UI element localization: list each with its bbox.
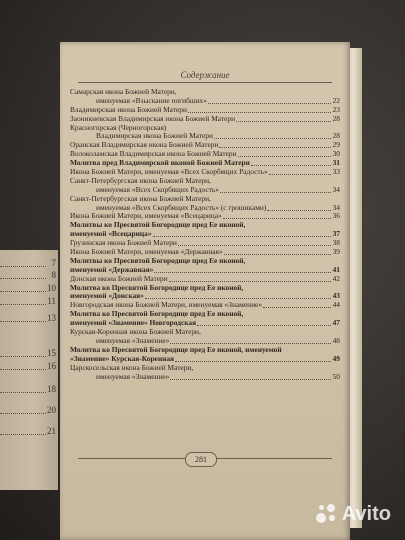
toc-entry-page: 30: [332, 149, 340, 159]
toc-entry-page: 22: [332, 95, 340, 105]
toc-leader-dots: [263, 307, 331, 308]
page-footer: [60, 452, 350, 466]
toc-leader-dots: [224, 254, 331, 255]
page-header: Содержание: [180, 70, 230, 80]
toc-leader-dots: [0, 413, 46, 414]
toc-entry-title: Волоколамская Владимирская икона Божией Матери: [70, 149, 237, 159]
page-edge: [348, 48, 362, 528]
toc-entry-title: именуемая «Знамение»: [96, 371, 170, 381]
toc-leader-dots: [214, 138, 331, 139]
left-page-entry: [0, 405, 58, 418]
toc-entry-title: Молитвы ко Пресвятой Богородице пред Ее иконой,: [70, 255, 246, 265]
left-page-number: 7: [51, 258, 56, 268]
toc-entry-title: Оранская Владимирская икона Божией Матери: [70, 140, 219, 150]
toc-leader-dots: [0, 434, 46, 435]
toc-entry-page: 36: [332, 211, 340, 221]
toc-leader-dots: [145, 298, 331, 299]
toc-leader-dots: [0, 321, 46, 322]
toc-entry-page: 34: [332, 184, 340, 194]
toc-leader-dots: [154, 272, 331, 273]
toc-entry: [70, 373, 340, 382]
toc-entry-title: Молитва ко Пресвятой Богородице пред Ее иконой,: [70, 282, 244, 292]
toc-entry-page: 33: [332, 167, 340, 177]
table-of-contents: [70, 88, 340, 381]
left-page-entry: [0, 426, 58, 439]
left-page-entry: [0, 361, 58, 374]
left-page-entry: [0, 296, 58, 309]
toc-leader-dots: [251, 165, 331, 166]
right-page: [60, 42, 350, 540]
toc-leader-dots: [170, 343, 331, 344]
toc-entry-page: 47: [332, 318, 340, 328]
avito-logo-text: Avito: [341, 503, 391, 525]
toc-entry-page: 43: [332, 291, 340, 301]
toc-entry-title: Царскосельская икона Божией Матери,: [70, 362, 194, 372]
toc-leader-dots: [197, 325, 331, 326]
toc-leader-dots: [267, 210, 331, 211]
toc-entry-title: Курская-Коренная икона Божией Матери,: [70, 327, 201, 337]
toc-leader-dots: [0, 304, 46, 305]
toc-leader-dots: [223, 218, 331, 219]
left-page-number: 18: [47, 384, 56, 394]
toc-entry-title: Санкт-Петербургская икона Божией Матери,: [70, 175, 211, 185]
toc-leader-dots: [238, 156, 331, 157]
left-page-number: 13: [47, 313, 56, 323]
toc-entry-title: Самарская икона Божией Матери,: [70, 87, 177, 96]
toc-entry-title: именуемой «Донская»: [70, 291, 144, 301]
toc-entry-page: 29: [332, 140, 340, 150]
toc-entry-title: Молитва пред Владимирской иконой Божией Матери: [70, 158, 250, 168]
toc-entry-page: 28: [332, 113, 340, 123]
toc-entry-title: Владимирская икона Божией Матери: [70, 104, 187, 114]
page-number: 281: [185, 452, 217, 467]
toc-entry-title: именуемой «Державная»: [70, 264, 154, 274]
left-page-number: 20: [47, 405, 56, 415]
left-page-number: 15: [47, 348, 56, 358]
toc-entry-page: 42: [332, 273, 340, 283]
toc-entry-title: Молитвы ко Пресвятой Богородице пред Ее иконой,: [70, 220, 246, 230]
toc-entry-title: Грузинская икона Божией Матери: [70, 238, 177, 248]
toc-entry-title: Молитва ко Пресвятой Богородице пред Ее иконой,: [70, 309, 244, 319]
toc-entry-title: именуемой «Всецарица»: [70, 229, 152, 239]
toc-leader-dots: [170, 379, 331, 380]
toc-entry-title: именуемая «Взыскание погибших»: [96, 95, 207, 105]
toc-entry-page: 48: [332, 335, 340, 345]
toc-entry-title: именуемая «Знамение»: [96, 335, 170, 345]
toc-entry-page: 31: [332, 158, 340, 168]
toc-leader-dots: [269, 174, 331, 175]
toc-entry-title: именуемая «Всех Скорбящих Радость»: [96, 184, 219, 194]
toc-leader-dots: [0, 291, 46, 292]
toc-leader-dots: [220, 192, 331, 193]
avito-logo-icon: [316, 504, 338, 526]
left-page-number: 10: [47, 283, 56, 293]
toc-entry-title: «Знамение» Курская-Коренная: [70, 353, 175, 363]
left-page-entry: [0, 348, 58, 361]
toc-entry-title: Икона Божией Матери, именуемая «Всех Скорбящих Радость»: [70, 167, 268, 177]
toc-leader-dots: [175, 361, 331, 362]
toc-entry-page: 39: [332, 247, 340, 257]
left-page-entry: [0, 270, 58, 283]
toc-entry-title: Икона Божией Матери, именуемая «Державная»: [70, 247, 223, 257]
toc-entry-page: 44: [332, 300, 340, 310]
left-page-entry: [0, 283, 58, 296]
left-page: [0, 250, 58, 490]
left-page-entry: [0, 313, 58, 326]
avito-watermark: [316, 503, 391, 526]
toc-entry-page: 37: [332, 229, 340, 239]
toc-entry-page: 34: [332, 202, 340, 212]
toc-leader-dots: [208, 103, 331, 104]
toc-entry-title: именуемой «Знамение» Новгородская: [70, 318, 197, 328]
toc-leader-dots: [236, 121, 331, 122]
left-page-entry: [0, 384, 58, 397]
toc-entry-title: Красногорская (Черногорская): [70, 122, 167, 132]
toc-entry-title: Донская икона Божией Матери: [70, 273, 168, 283]
header-rule: [78, 82, 332, 83]
toc-entry-title: Молитва ко Пресвятой Богородице пред Ее иконой, именуемой: [70, 344, 282, 354]
left-page-number: 11: [47, 296, 56, 306]
toc-entry-title: Икона Божией Матери, именуемая «Всецарица»: [70, 211, 222, 221]
toc-leader-dots: [0, 266, 46, 267]
toc-entry-page: 23: [332, 104, 340, 114]
toc-leader-dots: [0, 356, 46, 357]
left-page-number: 8: [51, 270, 56, 280]
toc-entry-title: Владимирская икона Божией Матери: [96, 131, 213, 141]
toc-leader-dots: [188, 112, 331, 113]
toc-leader-dots: [178, 245, 331, 246]
toc-entry-page: 50: [332, 371, 340, 381]
toc-leader-dots: [169, 281, 331, 282]
toc-entry-title: Новгородская икона Божией Матери, именуемая «Знамение»: [70, 300, 263, 310]
left-page-number: 21: [47, 426, 56, 436]
toc-entry-page: 28: [332, 131, 340, 141]
left-page-number: 16: [47, 361, 56, 371]
toc-leader-dots: [153, 236, 331, 237]
toc-leader-dots: [0, 392, 46, 393]
toc-leader-dots: [0, 278, 46, 279]
toc-leader-dots: [0, 369, 46, 370]
toc-entry-title: именуемая «Всех Скорбящих Радость» (с грошиками): [96, 202, 267, 212]
toc-entry-page: 41: [332, 264, 340, 274]
toc-leader-dots: [219, 147, 331, 148]
toc-entry-page: 49: [332, 353, 340, 363]
toc-entry-page: 38: [332, 238, 340, 248]
toc-entry-title: Заоникиевская Владимирская икона Божией Матери: [70, 113, 236, 123]
toc-entry-title: Санкт-Петербургская икона Божией Матери,: [70, 193, 211, 203]
